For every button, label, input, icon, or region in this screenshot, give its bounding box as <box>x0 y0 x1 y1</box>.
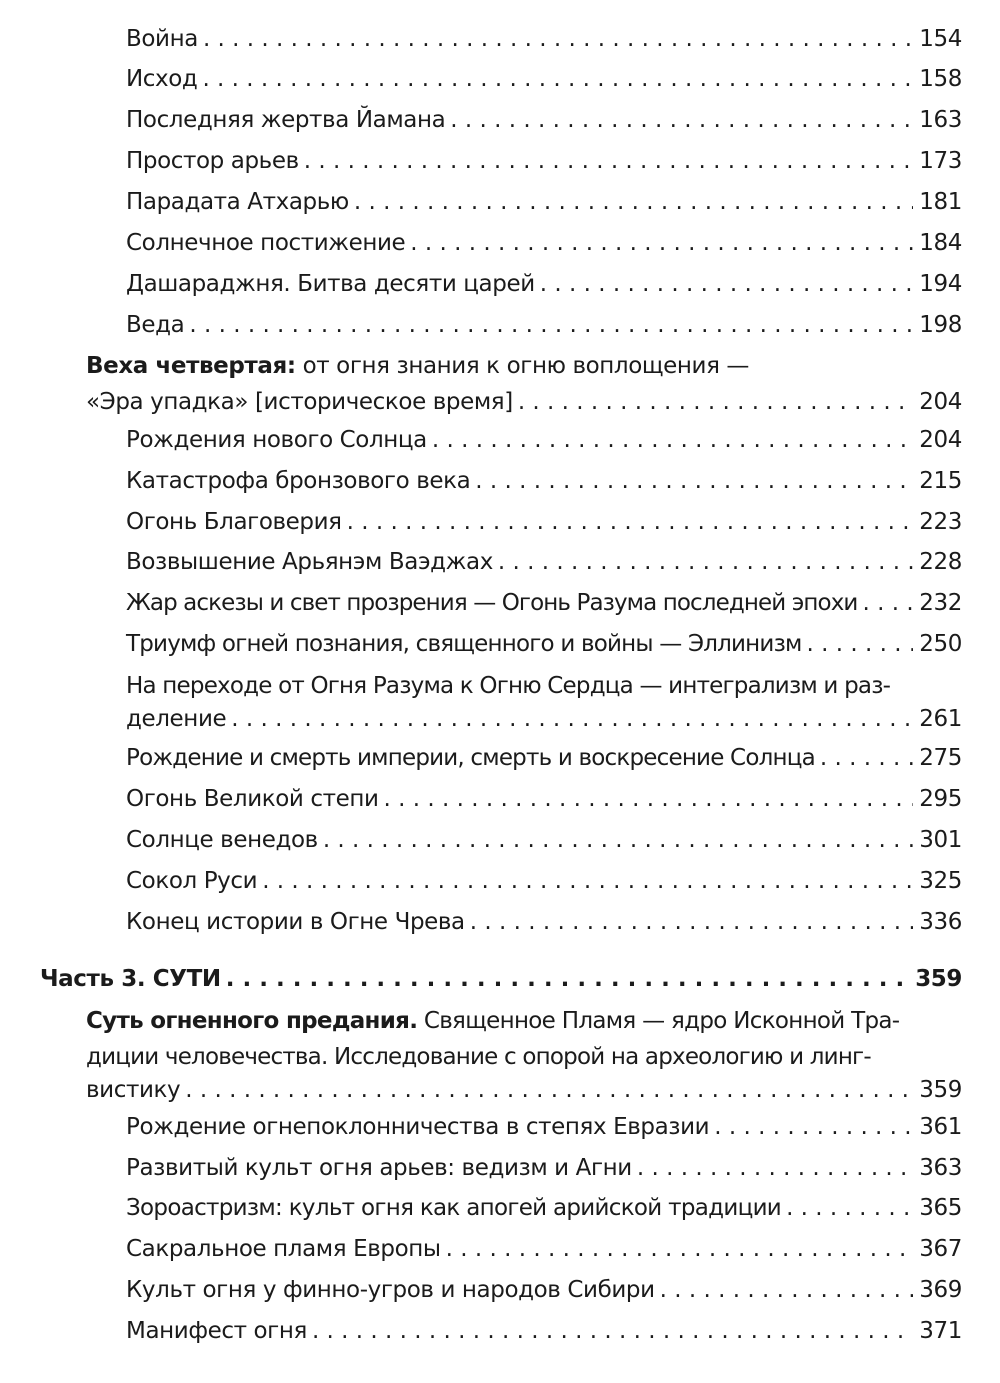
part-title: Часть 3. СУТИ <box>40 966 221 992</box>
dot-leader <box>262 861 913 902</box>
toc-entry[interactable] <box>126 861 962 902</box>
toc-entry[interactable] <box>126 502 962 543</box>
dot-leader <box>450 100 913 141</box>
toc-entry-title: Солнце венедов <box>126 827 318 853</box>
dot-leader <box>231 699 913 740</box>
toc-page-number: 371 <box>919 1318 962 1344</box>
toc-entry-title: Простор арьев <box>126 148 299 174</box>
toc-entry-title: Сокол Руси <box>126 868 258 894</box>
toc-entry-title: Рождение огнепоклонничества в степях Евразии <box>126 1114 710 1140</box>
section-title-line1: Священное Пламя — ядро Исконной Тра- <box>417 1008 900 1034</box>
toc-entry[interactable] <box>126 461 962 502</box>
toc-page-number: 295 <box>919 786 962 812</box>
toc-entry[interactable] <box>126 264 962 305</box>
toc-page-number: 163 <box>919 107 962 133</box>
toc-entry[interactable] <box>126 820 962 861</box>
dot-leader <box>786 1188 913 1229</box>
dot-leader <box>304 141 914 182</box>
dot-leader <box>637 1148 913 1189</box>
dot-leader <box>202 59 913 100</box>
toc-entry[interactable] <box>126 1107 962 1148</box>
dot-leader <box>446 1229 914 1270</box>
toc-entry[interactable] <box>126 420 962 461</box>
toc-entry-title: Исход <box>126 66 198 92</box>
toc-page-number: 367 <box>919 1236 962 1262</box>
section-label: Веха четвертая: <box>86 353 296 379</box>
toc-entry[interactable] <box>126 1311 962 1352</box>
toc-page-number: 154 <box>919 26 962 52</box>
section-title-line1: от огня знания к огню воплощения — <box>295 353 750 379</box>
toc-page-number: 325 <box>919 868 962 894</box>
dot-leader <box>185 1070 913 1111</box>
toc-entry[interactable] <box>126 305 962 346</box>
dot-leader <box>432 420 913 461</box>
toc-entry-title: Огонь Благоверия <box>126 509 342 535</box>
toc-page-number: 194 <box>919 271 962 297</box>
toc-entry[interactable] <box>126 100 962 141</box>
toc-entry[interactable] <box>126 223 962 264</box>
toc-entry[interactable] <box>126 583 962 624</box>
toc-page-number: 359 <box>919 1077 962 1103</box>
toc-entry-title: Развитый культ огня арьев: ведизм и Агни <box>126 1155 632 1181</box>
toc-page-number: 261 <box>919 706 962 732</box>
toc-entry[interactable] <box>126 19 962 60</box>
toc-entry-title: Рождение и смерть империи, смерть и воскресение Солнца <box>126 745 815 771</box>
toc-page-number: 173 <box>919 148 962 174</box>
toc-entry[interactable] <box>126 141 962 182</box>
toc-entry-title: Рождения нового Солнца <box>126 427 427 453</box>
dot-leader <box>540 264 914 305</box>
toc-entry[interactable] <box>126 182 962 223</box>
toc-entry-title: Солнечное постижение <box>126 230 406 256</box>
toc-page-number: 228 <box>919 549 962 575</box>
toc-page-number: 365 <box>919 1195 962 1221</box>
toc-entry-title: Триумф огней познания, священного и войны — Эллинизм <box>126 631 802 657</box>
toc-page-number: 369 <box>919 1277 962 1303</box>
toc-entry-title: Огонь Великой степи <box>126 786 379 812</box>
dot-leader <box>820 738 913 779</box>
dot-leader <box>807 624 914 665</box>
toc-page-number: 184 <box>919 230 962 256</box>
toc-entry-title: Жар аскезы и свет прозрения — Огонь Разума последней эпохи <box>126 590 858 616</box>
toc-entry-title: Война <box>126 26 198 52</box>
toc-section-heading[interactable] <box>86 1003 962 1111</box>
toc-page-number: 359 <box>915 966 962 992</box>
toc-entry[interactable] <box>126 1229 962 1270</box>
toc-entry-title: Дашараджня. Битва десяти царей <box>126 271 535 297</box>
dot-leader <box>660 1270 914 1311</box>
toc-entry-title: Культ огня у финно-угров и народов Сибири <box>126 1277 655 1303</box>
toc-page-number: 204 <box>919 427 962 453</box>
toc-page-number: 361 <box>919 1114 962 1140</box>
toc-entry-title: Возвышение Арьянэм Ваэджах <box>126 549 493 575</box>
toc-entry[interactable] <box>126 1188 962 1229</box>
dot-leader <box>714 1107 913 1148</box>
toc-entry-title: Парадата Атхарью <box>126 189 349 215</box>
toc-entry-title: Зороастризм: культ огня как апогей арийской традиции <box>126 1195 782 1221</box>
dot-leader <box>498 542 913 583</box>
toc-entry-multiline[interactable] <box>126 668 962 740</box>
dot-leader <box>189 305 913 346</box>
toc-entry-title: Конец истории в Огне Чрева <box>126 909 465 935</box>
toc-entry-title-line1: На переходе от Огня Разума к Огню Сердца — интегрализм и раз- <box>126 673 891 699</box>
dot-leader <box>518 382 913 423</box>
toc-page-number: 275 <box>919 745 962 771</box>
dot-leader <box>863 583 914 624</box>
toc-entry-title: Веда <box>126 312 185 338</box>
toc-entry[interactable] <box>126 542 962 583</box>
section-title-line2: диции человечества. Исследование с опорой на археологию и линг- <box>86 1044 871 1070</box>
toc-entry-title: Манифест огня <box>126 1318 307 1344</box>
dot-leader <box>347 502 914 543</box>
toc-entry[interactable] <box>126 1148 962 1189</box>
toc-page-number: 215 <box>919 468 962 494</box>
toc-entry[interactable] <box>126 624 962 665</box>
dot-leader <box>384 779 914 820</box>
toc-section-heading[interactable] <box>86 348 962 423</box>
toc-entry[interactable] <box>126 902 962 943</box>
dot-leader <box>410 223 913 264</box>
toc-entry[interactable] <box>126 1270 962 1311</box>
toc-page-number: 336 <box>919 909 962 935</box>
toc-page-number: 232 <box>919 590 962 616</box>
toc-page-number: 301 <box>919 827 962 853</box>
toc-entry-title: Катастрофа бронзового века <box>126 468 471 494</box>
toc-entry[interactable] <box>126 779 962 820</box>
toc-entry-title: Сакральное пламя Европы <box>126 1236 441 1262</box>
toc-entry[interactable] <box>126 738 962 779</box>
toc-page-number: 363 <box>919 1155 962 1181</box>
toc-page-number: 204 <box>919 389 962 415</box>
toc-page-number: 181 <box>919 189 962 215</box>
toc-page-number: 223 <box>919 509 962 535</box>
toc-entry-title: Последняя жертва Йамана <box>126 107 446 133</box>
dot-leader <box>203 19 913 60</box>
toc-entry-title-line2: деление <box>126 706 227 732</box>
toc-page-number: 158 <box>919 66 962 92</box>
toc-page-number: 250 <box>919 631 962 657</box>
dot-leader <box>312 1311 913 1352</box>
section-title-line3: вистику <box>86 1077 181 1103</box>
toc-page-number: 198 <box>919 312 962 338</box>
toc-entry[interactable] <box>126 59 962 100</box>
dot-leader <box>475 461 913 502</box>
dot-leader <box>354 182 913 223</box>
section-label: Суть огненного предания. <box>86 1008 418 1034</box>
dot-leader <box>226 959 909 1000</box>
section-title-line2: «Эра упадка» [историческое время] <box>86 389 513 415</box>
dot-leader <box>323 820 913 861</box>
toc-part-heading[interactable] <box>40 959 962 1000</box>
dot-leader <box>470 902 914 943</box>
